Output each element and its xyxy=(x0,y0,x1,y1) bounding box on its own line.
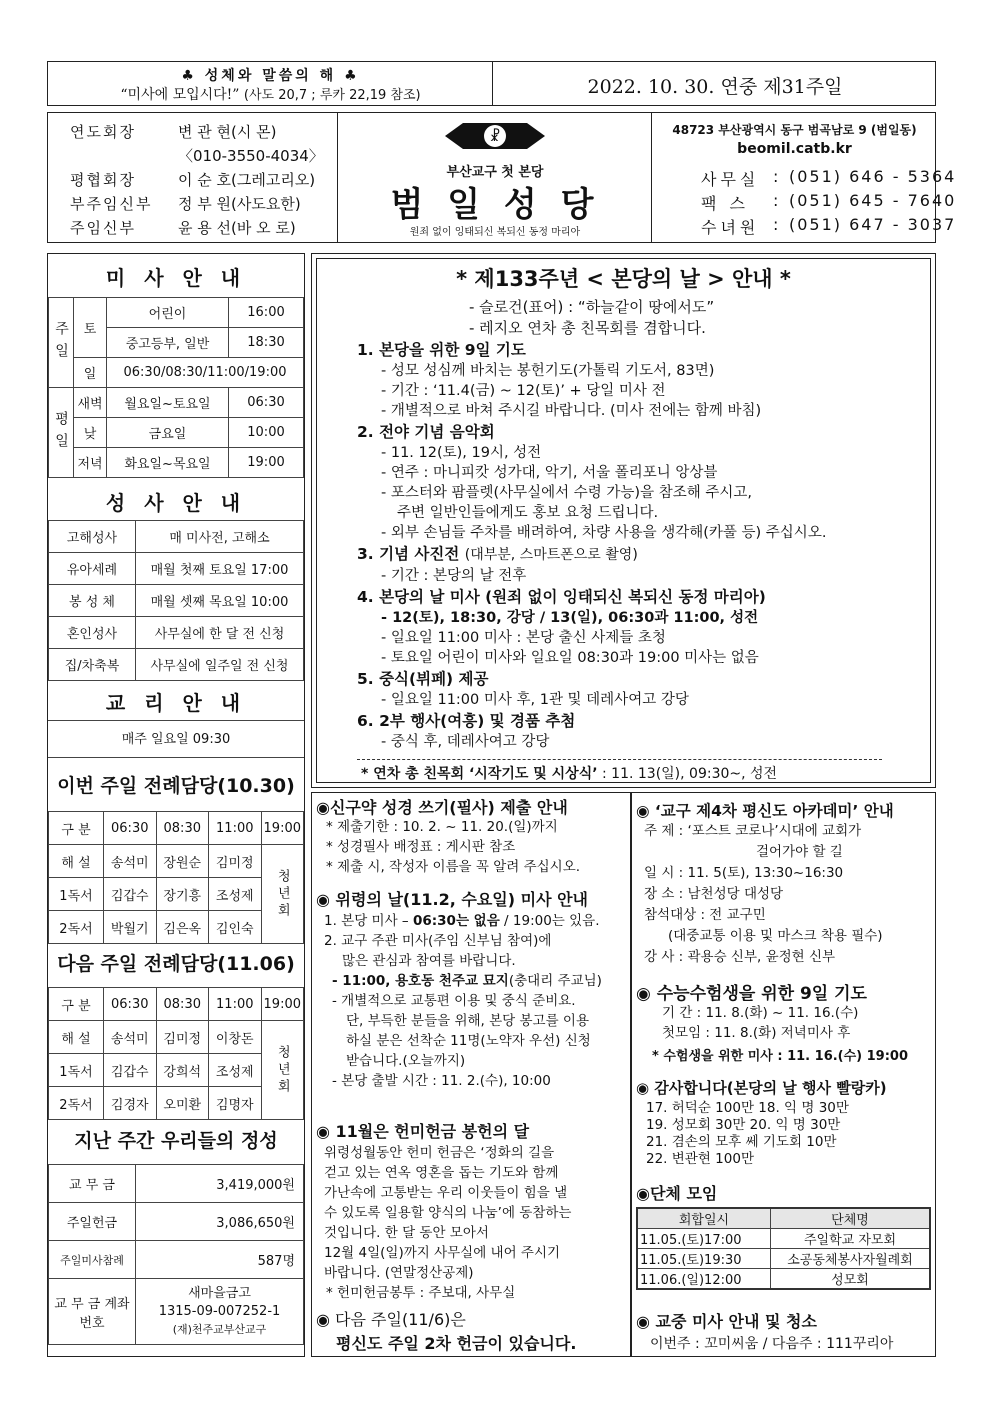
notice-item-line: - 기간 : 본당의 날 전후 xyxy=(381,568,527,584)
mass-what: 월요일~토요일 xyxy=(107,388,229,418)
catechism-text: 매주 일요일 09:30 xyxy=(48,720,304,758)
middle-column xyxy=(311,792,631,1357)
sacrament-row xyxy=(49,521,304,553)
text-line: 받습니다.(오늘까지) xyxy=(346,1053,466,1069)
liturgy-row xyxy=(49,1021,304,1054)
notice-item-title: 3. 기념 사진전 xyxy=(357,545,460,563)
liturgy-row xyxy=(49,845,304,878)
liturgy-cell: 김갑수 xyxy=(104,1054,157,1087)
notice-divider xyxy=(357,759,882,760)
liturgy-cell: 김인숙 xyxy=(209,911,262,944)
main-notice xyxy=(316,258,931,783)
address: 48723 부산광역시 동구 범곡남로 9 (범일동) xyxy=(672,123,917,137)
liturgy-head-cell: 08:30 xyxy=(156,812,209,845)
notice-item-heading xyxy=(357,421,927,443)
text-line: 하실 분은 선착순 11명(노약자 우선) 신청 xyxy=(346,1033,591,1049)
officer-name: 정 부 원(사도요한) xyxy=(178,195,301,213)
souls-lines xyxy=(324,931,629,971)
text-line: 첫모임 : 11. 8.(화) 저녁미사 후 xyxy=(662,1025,851,1041)
notice-item-line: - 일요일 11:00 미사 : 본당 출신 사제들 초청 xyxy=(381,630,666,646)
notice-item-title: 4. 본당의 날 미사 (원죄 없이 잉태되신 복되신 동정 마리아) xyxy=(357,588,766,606)
liturgy-head-cell: 08:30 xyxy=(156,988,209,1021)
poor-title: ◉ 11월은 헌미헌금 봉헌의 달 xyxy=(316,1122,530,1141)
sacrament-name: 혼인성사 xyxy=(49,617,136,649)
mass-sub: 새벽 xyxy=(74,388,107,418)
groups-head-cell: 단체명 xyxy=(771,1208,931,1229)
mass-title: 미 사 안 내 xyxy=(105,266,247,290)
text-line: 단, 부득한 분들을 위해, 본당 봉고를 이용 xyxy=(346,1013,589,1029)
offering-label: 주일헌금 xyxy=(49,1203,136,1241)
liturgy-cell: 김미정 xyxy=(209,845,262,878)
groups-title: ◉단체 모임 xyxy=(636,1184,718,1203)
offering-row xyxy=(49,1203,304,1241)
phone-label: 팩 스 xyxy=(701,194,749,213)
mass-sub: 낮 xyxy=(74,418,107,448)
catechism-title: 교 리 안 내 xyxy=(105,691,247,715)
sacrament-name: 봉 성 체 xyxy=(49,585,136,617)
sacrament-table xyxy=(48,520,304,681)
notice-item-line: - 포스터와 팜플렛(사무실에서 수령 가능)을 참조해 주시고, xyxy=(381,485,752,501)
groups-cell: 성모회 xyxy=(771,1269,931,1290)
exam-title: ◉ 수능수험생을 위한 9일 기도 xyxy=(636,984,867,1004)
sacrament-name: 유아세례 xyxy=(49,553,136,585)
logo-area xyxy=(338,113,652,242)
liturgy-next-table xyxy=(48,987,304,1120)
cleaning-title: ◉ 교중 미사 안내 및 청소 xyxy=(636,1312,817,1331)
liturgy-head-cell: 06:30 xyxy=(104,988,157,1021)
account-info xyxy=(136,1279,304,1345)
verse-ref: (사도 20,7 ; 루카 22,19 참조) xyxy=(243,88,421,103)
liturgy-cell: 김미정 xyxy=(156,1021,209,1054)
liturgy-cell: 조성제 xyxy=(209,1054,262,1087)
liturgy-cell: 오미환 xyxy=(156,1087,209,1120)
groups-cell: 11.05.(토)17:00 xyxy=(637,1229,771,1249)
souls-l1a: 1. 본당 미사 – xyxy=(324,913,413,929)
liturgy-cell: 송석미 xyxy=(104,1021,157,1054)
main-notice-outer xyxy=(311,253,936,788)
sacrament-name: 고해성사 xyxy=(49,521,136,553)
groups-cell: 주일학교 자모회 xyxy=(771,1229,931,1249)
notice-item-heading xyxy=(357,543,927,566)
liturgy-cell: 김은옥 xyxy=(156,911,209,944)
mass-time: 10:00 xyxy=(229,418,304,448)
mass-what: 금요일 xyxy=(107,418,229,448)
text-line: * 헌미헌금봉투 : 주보대, 사무실 xyxy=(326,1285,516,1301)
poor-lines xyxy=(324,1143,629,1303)
account-line: 1315-09-007252-1 xyxy=(158,1303,281,1319)
liturgy-cell: 해 설 xyxy=(49,1021,104,1054)
souls-line1 xyxy=(324,911,629,931)
groups-cell: 소공동체봉사자월례회 xyxy=(771,1249,931,1269)
account-line: 새마을금고 xyxy=(188,1285,251,1301)
thanks-lines xyxy=(646,1100,931,1168)
groups-row xyxy=(637,1269,930,1290)
liturgy-cell: 2독서 xyxy=(49,1087,104,1120)
liturgy-head-cell: 구 분 xyxy=(49,812,104,845)
notice-item-line: - 개별적으로 바쳐 주시길 바랍니다. (미사 전에는 함께 바침) xyxy=(381,403,762,419)
mass-table xyxy=(48,297,304,478)
liturgy-cell: 김경자 xyxy=(104,1087,157,1120)
notice-item-line: - 일요일 11:00 미사 후, 1관 및 데레사여고 강당 xyxy=(381,692,689,708)
mass-what: 어린이 xyxy=(107,298,229,328)
notice-item-heading xyxy=(357,586,927,608)
account-line: (재)천주교부산교구 xyxy=(172,1322,267,1336)
notice-item-line: - 토요일 어린이 미사와 일요일 08:30과 19:00 미사는 없음 xyxy=(381,650,759,666)
liturgy-cell: 김갑수 xyxy=(104,878,157,911)
mass-group-label: 평일 xyxy=(49,388,74,478)
liturgy-head-cell: 11:00 xyxy=(209,988,262,1021)
mass-row xyxy=(49,388,304,418)
sacrament-row xyxy=(49,617,304,649)
bible-title: ◉신구약 성경 쓰기(필사) 제출 안내 xyxy=(316,798,568,817)
text-line: 기 간 : 11. 8.(화) ~ 11. 16.(수) xyxy=(662,1005,859,1021)
exam-lines xyxy=(662,1003,932,1043)
groups-cell: 11.06.(일)12:00 xyxy=(637,1269,771,1290)
sacrament-info: 매월 첫째 토요일 17:00 xyxy=(136,553,304,585)
sacrament-name: 집/차축복 xyxy=(49,649,136,681)
liturgy-cell: 박월기 xyxy=(104,911,157,944)
liturgy-head-cell: 06:30 xyxy=(104,812,157,845)
text-line: 강 사 : 곽용승 신부, 윤정현 신부 xyxy=(644,949,836,965)
phone-separator: : xyxy=(773,167,779,186)
notice-item-title: 5. 중식(뷔페) 제공 xyxy=(357,670,489,688)
text-line: 12월 4일(일)까지 사무실에 내어 주시기 xyxy=(324,1245,561,1261)
souls-title: ◉ 위령의 날(11.2, 수요일) 미사 안내 xyxy=(316,890,589,909)
text-line: 가난속에 고통받는 우리 이웃들이 힘을 낼 xyxy=(324,1185,568,1201)
text-line: (대중교통 이용 및 마스크 착용 필수) xyxy=(668,928,883,944)
text-line: 수 있도록 일용할 양식의 나눔’에 동참하는 xyxy=(324,1205,572,1221)
souls-l1c: / 19:00는 있음. xyxy=(499,913,600,929)
officer-role: 연도회장 xyxy=(70,123,136,141)
souls-lines2 xyxy=(324,991,629,1091)
church-name: 범 일 성 당 xyxy=(390,185,600,225)
motto: ♣ 성체와 말씀의 해 ♣ xyxy=(181,68,360,84)
mass-row xyxy=(49,418,304,448)
right-column xyxy=(631,792,936,1357)
text-line: 위령성월동안 헌미 헌금은 ‘정화의 길을 xyxy=(324,1145,555,1161)
liturgy-cell: 장원순 xyxy=(156,845,209,878)
logo-top: 부산교구 첫 본당 xyxy=(446,165,544,180)
account-label: 교 무 금 계좌번호 xyxy=(49,1279,136,1345)
exam-bold: * 수험생을 위한 미사 : 11. 16.(수) 19:00 xyxy=(652,1049,909,1064)
academy-title: ◉ ‘교구 제4차 평신도 아카데미’ 안내 xyxy=(636,802,894,820)
text-line: 걸어가야 할 길 xyxy=(756,844,843,860)
liturgy-youth: 청년회 xyxy=(261,845,303,944)
notice-item-line: - 12(토), 18:30, 강당 / 13(일), 06:30과 11:00, 성전 xyxy=(381,610,759,626)
academy-lines xyxy=(644,821,934,968)
text-line: - 본당 출발 시간 : 11. 2.(수), 10:00 xyxy=(332,1073,551,1089)
mass-time: 06:30 xyxy=(229,388,304,418)
notice-item-title: 2. 전야 기념 음악회 xyxy=(357,423,495,441)
offering-label: 교 무 금 xyxy=(49,1165,136,1203)
notice-item-title: 1. 본당을 위한 9일 기도 xyxy=(357,341,526,359)
offering-value: 3,419,000원 xyxy=(136,1165,304,1203)
notice-item-line: - 중식 후, 데레사여고 강당 xyxy=(381,734,550,750)
liturgy-next-title: 다음 주일 전례담당(11.06) xyxy=(57,953,295,975)
mass-what: 화요일~목요일 xyxy=(107,448,229,478)
phone-label: 사무실 xyxy=(701,170,760,189)
liturgy-cell: 2독서 xyxy=(49,911,104,944)
mass-sub: 저녁 xyxy=(74,448,107,478)
officer-role: 주임신부 xyxy=(70,219,136,237)
text-line: 것입니다. 한 달 동안 모아서 xyxy=(324,1225,489,1241)
notice-item-heading xyxy=(357,339,927,361)
text-line: 2. 교구 주관 미사(주임 신부님 참여)에 xyxy=(324,933,552,949)
phone-label: 수녀원 xyxy=(701,218,760,237)
notice-item-line: - 외부 손님들 주차를 배려하여, 차량 사용을 생각해(카풀 등) 주십시오. xyxy=(381,525,827,541)
liturgy-head-row xyxy=(49,812,304,845)
liturgy-this-title: 이번 주일 전례담당(10.30) xyxy=(57,775,295,797)
next-sunday-text: 평신도 주일 2차 헌금이 있습니다. xyxy=(336,1334,577,1353)
liturgy-cell: 이창돈 xyxy=(209,1021,262,1054)
sacrament-info: 매 미사전, 고해소 xyxy=(136,521,304,553)
logo-sub: 원죄 없이 잉태되신 복되신 동정 마리아 xyxy=(409,227,581,238)
next-sunday-title: ◉ 다음 주일(11/6)은 xyxy=(316,1310,466,1329)
liturgy-cell: 해 설 xyxy=(49,845,104,878)
officer-name: 변 관 현(시 몬) xyxy=(178,123,277,141)
offering-table xyxy=(48,1164,304,1345)
liturgy-this-table xyxy=(48,811,304,944)
liturgy-youth: 청년회 xyxy=(261,1021,303,1120)
souls-l1b: 06:30는 없음 xyxy=(412,913,500,929)
liturgy-cell: 1독서 xyxy=(49,1054,104,1087)
mass-group-label: 주일 xyxy=(49,298,74,388)
offering-label: 주일미사참례 xyxy=(49,1241,136,1279)
groups-row xyxy=(637,1249,930,1269)
svg-text:☧: ☧ xyxy=(489,129,501,145)
phone-number: (051) 646 - 5364 xyxy=(789,167,957,186)
account-row xyxy=(49,1279,304,1345)
sacrament-row xyxy=(49,553,304,585)
souls-l3b: - 11:00, 용호동 천주교 묘지 xyxy=(332,973,509,989)
officers xyxy=(48,113,338,242)
legio-note: - 레지오 연차 총 친목회를 겸합니다. xyxy=(469,319,706,337)
thanks-title: ◉ 감사합니다(본당의 날 행사 빨랑카) xyxy=(636,1079,887,1097)
officer-role: 부주임신부 xyxy=(70,195,153,213)
liturgy-cell: 강희석 xyxy=(156,1054,209,1087)
text-line: 22. 변관현 100만 xyxy=(646,1151,754,1167)
liturgy-head-cell: 19:00 xyxy=(261,812,303,845)
mass-what: 중고등부, 일반 xyxy=(107,328,229,358)
text-line: 21. 겸손의 모후 쎄 기도회 10만 xyxy=(646,1134,837,1150)
notice-item-title: 6. 2부 행사(여흥) 및 경품 추첨 xyxy=(357,712,576,730)
mass-sub: 토 xyxy=(74,298,107,358)
groups-table xyxy=(636,1207,931,1290)
verse-main: “미사에 모입시다!” xyxy=(120,87,240,103)
notice-footer xyxy=(361,763,777,783)
liturgy-cell: 장기흥 xyxy=(156,878,209,911)
text-line: 참석대상 : 전 교구민 xyxy=(644,907,766,923)
mass-sub: 일 xyxy=(74,358,107,388)
text-line: 17. 허덕순 100만 18. 익 명 30만 xyxy=(646,1100,849,1116)
mass-time: 19:00 xyxy=(229,448,304,478)
officer-name: 윤 용 선(바 오 로) xyxy=(178,219,296,237)
officer-name: 〈010-3550-4034〉 xyxy=(178,147,324,165)
officer-name: 이 순 호(그레고리오) xyxy=(178,171,316,189)
text-line: 일 시 : 11. 5(토), 13:30~16:30 xyxy=(644,865,844,881)
bulletin-date: 2022. 10. 30. 연중 제31주일 xyxy=(587,76,843,98)
header-box xyxy=(47,61,936,106)
phone-separator: : xyxy=(773,191,779,210)
souls-line3 xyxy=(324,971,629,991)
mass-time: 16:00 xyxy=(229,298,304,328)
mass-what: 06:30/08:30/11:00/19:00 xyxy=(107,358,304,388)
verse xyxy=(48,84,493,104)
sacrament-info: 매월 셋째 목요일 10:00 xyxy=(136,585,304,617)
notice-footer-bold: * 연차 총 친목회 ‘시작기도 및 시상식’ xyxy=(361,766,598,782)
notice-item-line: - 성모 성심께 바치는 봉헌기도(가톨릭 기도서, 83면) xyxy=(381,363,715,379)
church-logo-icon xyxy=(443,119,547,153)
offering-value: 3,086,650원 xyxy=(136,1203,304,1241)
text-line: * 제출기한 : 10. 2. ~ 11. 20.(일)까지 xyxy=(326,819,558,835)
info-box xyxy=(47,112,957,243)
text-line: - 개별적으로 교통편 이용 및 중식 준비요. xyxy=(332,993,576,1009)
mass-row xyxy=(49,298,304,328)
sacrament-info: 사무실에 일주일 전 신청 xyxy=(136,649,304,681)
liturgy-head-cell: 구 분 xyxy=(49,988,104,1021)
cleaning-text: 이번주 : 꼬미씨움 / 다음주 : 111꾸리아 xyxy=(650,1336,894,1352)
offering-value: 587명 xyxy=(136,1241,304,1279)
sacrament-info: 사무실에 한 달 전 신청 xyxy=(136,617,304,649)
phone-separator: : xyxy=(773,215,779,234)
groups-head-row xyxy=(637,1208,930,1229)
mass-time: 18:30 xyxy=(229,328,304,358)
mass-row xyxy=(49,358,304,388)
bible-lines xyxy=(326,817,626,877)
text-line: * 성경필사 배정표 : 게시판 참조 xyxy=(326,839,516,855)
liturgy-cell: 김명자 xyxy=(209,1087,262,1120)
sacrament-row xyxy=(49,585,304,617)
text-line: 바랍니다. (연말정산공제) xyxy=(324,1265,474,1281)
notice-title: * 제133주년 < 본당의 날 > 안내 * xyxy=(456,267,791,291)
notice-item-line: 주변 일반인들에게도 홍보 요청 드립니다. xyxy=(397,505,659,521)
liturgy-cell: 1독서 xyxy=(49,878,104,911)
text-line: 많은 관심과 참여를 바랍니다. xyxy=(342,953,516,969)
website-link[interactable]: beomil.catb.kr xyxy=(737,141,852,157)
liturgy-cell: 조성제 xyxy=(209,878,262,911)
liturgy-head-cell: 19:00 xyxy=(261,988,303,1021)
liturgy-head-cell: 11:00 xyxy=(209,812,262,845)
notice-item-note: (대부분, 스마트폰으로 촬영) xyxy=(464,547,638,563)
notice-footer-rest: : 11. 13(일), 09:30~, 성전 xyxy=(597,766,778,782)
phone-number: (051) 647 - 3037 xyxy=(789,215,957,234)
notice-item-line: - 11. 12(토), 19시, 성전 xyxy=(381,445,542,461)
sacrament-row xyxy=(49,649,304,681)
groups-head-cell: 회합일시 xyxy=(637,1208,771,1229)
groups-cell: 11.05.(토)19:30 xyxy=(637,1249,771,1269)
slogan: - 슬로건(표어) : “하늘같이 땅에서도” xyxy=(469,298,715,316)
notice-item-heading xyxy=(357,668,927,690)
notice-items xyxy=(357,339,927,752)
text-line: 주 제 : ‘포스트 코로나’시대에 교회가 xyxy=(644,823,862,839)
liturgy-head-row xyxy=(49,988,304,1021)
notice-item-line: - 기간 : ‘11.4(금) ~ 12(토)’ + 당일 미사 전 xyxy=(381,383,666,399)
text-line: 19. 성모회 30만 20. 익 명 30만 xyxy=(646,1117,841,1133)
text-line: 장 소 : 남천성당 대성당 xyxy=(644,886,784,902)
contact-area xyxy=(653,113,957,242)
souls-body xyxy=(324,911,629,1091)
mass-row xyxy=(49,448,304,478)
offering-row xyxy=(49,1241,304,1279)
souls-l3c: (충대리 주교님) xyxy=(508,973,602,989)
sacrament-title: 성 사 안 내 xyxy=(105,491,247,515)
officer-role: 평협회장 xyxy=(70,171,136,189)
phone-number: (051) 645 - 7640 xyxy=(789,191,957,210)
notice-item-heading xyxy=(357,710,927,732)
groups-row xyxy=(637,1229,930,1249)
liturgy-cell: 송석미 xyxy=(104,845,157,878)
text-line: * 제출 시, 작성자 이름을 꼭 알려 주십시오. xyxy=(326,859,581,875)
left-column xyxy=(47,253,305,1357)
offering-title: 지난 주간 우리들의 정성 xyxy=(74,1130,278,1152)
offering-row xyxy=(49,1165,304,1203)
notice-item-line: - 연주 : 마니피캇 성가대, 악기, 서울 폴리포니 앙상블 xyxy=(381,465,718,481)
text-line: 걷고 있는 연옥 영혼을 돕는 기도와 함께 xyxy=(324,1165,559,1181)
header-left xyxy=(48,62,493,105)
